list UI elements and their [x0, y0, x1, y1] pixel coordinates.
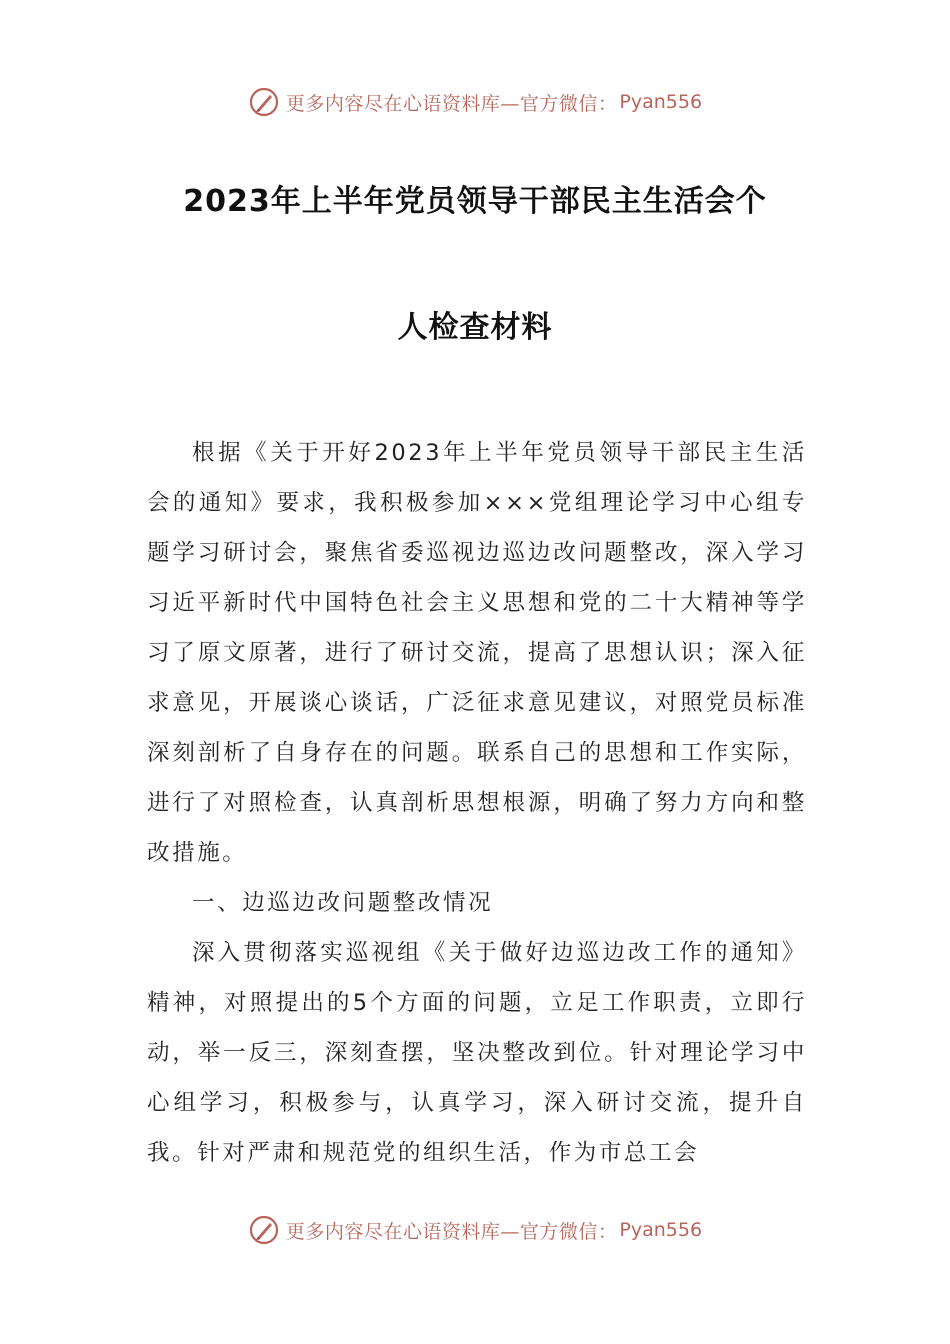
document-title-line1: 2023年上半年党员领导干部民主生活会个 [183, 184, 767, 219]
section-heading: 一、边巡边改问题整改情况 [192, 890, 494, 916]
quill-pen-logo-icon [248, 1214, 280, 1246]
watermark-account: Pyan556 [619, 1219, 703, 1241]
quill-pen-logo-icon [248, 86, 280, 118]
watermark-text: 更多内容尽在心语资料库—官方微信： [285, 92, 618, 115]
document-title-line2: 人检查材料 [397, 310, 553, 345]
watermark-text: 更多内容尽在心语资料库—官方微信： [285, 1220, 618, 1243]
footer-watermark [0, 1214, 950, 1246]
body-paragraph: 根据《关于开好2023年上半年党员领导干部民主生活会的通知》要求，我积极参加×××党组理论学习中心组专题学习研讨会，聚焦省委巡视边巡边改问题整改，深入学习习近平新时代中国特色社会主义思想和党的二十大精神等学习了原文原著，进行了研讨交流，提高了思想认识；深入征求意见，开展谈心谈话，广泛征求意见建议，对照党员标准深刻剖析了自身存在的问题。联系自己的思想和工作实际，进行了对照检查，认真剖析思想根源，明确了努力方向和整改措施。 [147, 440, 807, 866]
body-paragraph: 深入贯彻落实巡视组《关于做好边巡边改工作的通知》精神，对照提出的5个方面的问题，立足工作职责，立即行动，举一反三，深刻查摆，坚决整改到位。针对理论学习中心组学习，积极参与，认真学习，深入研讨交流，提升自我。针对严肃和规范党的组织生活，作为市总工会 [147, 940, 807, 1166]
document-body [147, 428, 807, 1178]
header-watermark [0, 86, 950, 118]
watermark-account: Pyan556 [619, 91, 703, 113]
